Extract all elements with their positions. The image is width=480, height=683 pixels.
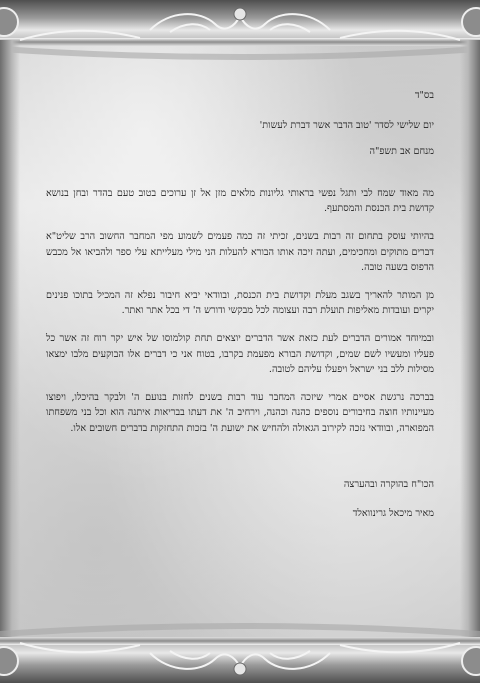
- letter-body: [46, 88, 434, 593]
- left-frame-edge: [0, 40, 20, 643]
- letter-paragraph: ובמיוחד אמורים הדברים לעת כזאת אשר הדברים יוצאים תחת קולמוסו של איש יקר רוח זה אשר כל פעליו ומעשיו לשם שמים, וקדושת הבורא מפעמת בקרבו, בטוח אני כי דברים אלו הבוקעים מלבו ימצאו מסילות ללב בני ישראל ויפעלו עליהם לטובה.: [46, 332, 434, 376]
- top-ornamental-frame: [0, 0, 480, 60]
- letter-paragraph: מן המותר להאריך בשגב מעלת וקדושת בית הכנסת, ובוודאי יביא חיבור נפלא זה המכיל בתוכו פנינים יקרים ועובדות מאליפות תועלת רבה ועצומה לכל מבקשי ודורש ה' די בכל אתר ואתר.: [46, 289, 434, 317]
- letter-paragraph: בהיותי עוסק בתחום זה רבות בשנים, זכיתי זה כמה פעמים לשמוע מפי המחבר החשוב הרב שליט"א דברים מתוקים ומחכימים, ועתה זיכה אותו הבורא להעלות הני מילי מעלייתא עלי ספר ולהביאו אל מכבש הדפוס בשעה טובה.: [46, 230, 434, 274]
- letter-signature: מאיר מיכאל גרינוואלד: [352, 508, 434, 520]
- letter-closing: הכו"ח בהוקרה ובהערצה: [343, 478, 434, 490]
- bottom-ornamental-frame: [0, 623, 480, 683]
- letter-date-line: יום שלישי לסדר 'טוב הדבר אשר דברת לעשות': [259, 119, 434, 131]
- letter-heading: בס"ד: [414, 90, 434, 101]
- letter-paragraph: בברכה נרגשת אסיים אמרי שיזכה המחבר עוד רבות בשנים לחזות בנועם ה' ולבקר בהיכלו, ויפוצו מעיינותיו חוצה בחיבורים נוספים כהנה וכהנה, וירחיב ה' את דעתו בבריאות איתנה הוא וכל בני משפחתו המפוארה, ובוודאי נזכה לקירוב הגאולה ולהחיש את ישועת ה' בזכות התחזקות בדברים חשובים אלו.: [46, 391, 434, 434]
- letter-paragraph: מה מאוד שמח לבי ותגל נפשי בראותי גליונות מלאים מזן אל זן ערוכים בטוב טעם בהדר ובחן בנושא קדושת בית הכנסת והמסתעף.: [46, 187, 434, 215]
- right-frame-edge: [460, 40, 480, 643]
- letter-hebrew-date: מנחם אב תשפ"ה: [369, 146, 434, 158]
